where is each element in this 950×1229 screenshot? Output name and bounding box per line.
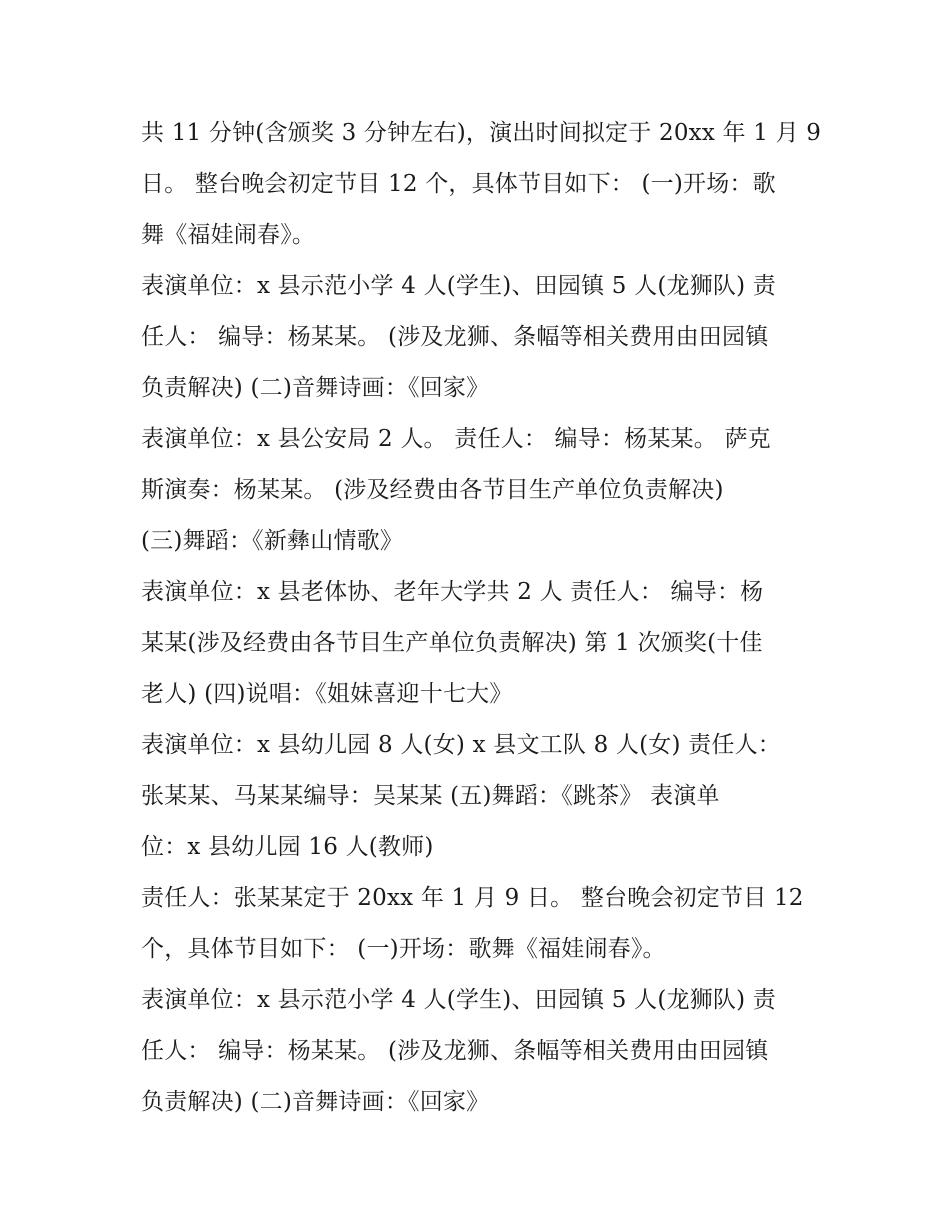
text-line: 老人) (四)说唱：《姐妹喜迎十七大》 [141, 681, 513, 707]
text-line: 日。 整台晚会初定节目 12 个，具体节目如下： (一)开场：歌 [141, 171, 776, 197]
text-line: 表演单位：x 县老体协、老年大学共 2 人 责任人： 编导：杨 [141, 579, 764, 605]
text-line: 任人： 编导：杨某某。 (涉及龙狮、条幅等相关费用由田园镇 [141, 324, 769, 350]
text-line: 表演单位：x 县幼儿园 8 人(女) x 县文工队 8 人(女) 责任人： [141, 732, 781, 758]
document-body [141, 108, 821, 1128]
text-line: 张某某、马某某编导：吴某某 (五)舞蹈：《跳茶》 表演单 [141, 783, 720, 809]
text-line: 任人： 编导：杨某某。 (涉及龙狮、条幅等相关费用由田园镇 [141, 1038, 769, 1064]
text-line: 责任人：张某某定于 20xx 年 1 月 9 日。 整台晚会初定节目 12 [141, 885, 804, 911]
text-line: 表演单位：x 县公安局 2 人。 责任人： 编导：杨某某。 萨克 [141, 426, 771, 452]
text-line: 负责解决) (二)音舞诗画：《回家》 [141, 1089, 490, 1115]
text-line: 某某(涉及经费由各节目生产单位负责解决) 第 1 次颁奖(十佳 [141, 630, 763, 656]
text-line: 个，具体节目如下： (一)开场：歌舞《福娃闹春》。 [141, 936, 666, 962]
text-line: 负责解决) (二)音舞诗画：《回家》 [141, 375, 490, 401]
text-line: 位：x 县幼儿园 16 人(教师) [141, 834, 434, 860]
text-line: 表演单位：x 县示范小学 4 人(学生)、田园镇 5 人(龙狮队) 责 [141, 987, 776, 1013]
text-line: 共 11 分钟(含颁奖 3 分钟左右)，演出时间拟定于 20xx 年 1 月 9 [141, 120, 822, 146]
text-line: 斯演奏：杨某某。 (涉及经费由各节目生产单位负责解决) [141, 477, 724, 503]
text-line: 表演单位：x 县示范小学 4 人(学生)、田园镇 5 人(龙狮队) 责 [141, 273, 776, 299]
text-line: (三)舞蹈：《新彝山情歌》 [141, 528, 404, 554]
text-line: 舞《福娃闹春》。 [141, 222, 316, 248]
